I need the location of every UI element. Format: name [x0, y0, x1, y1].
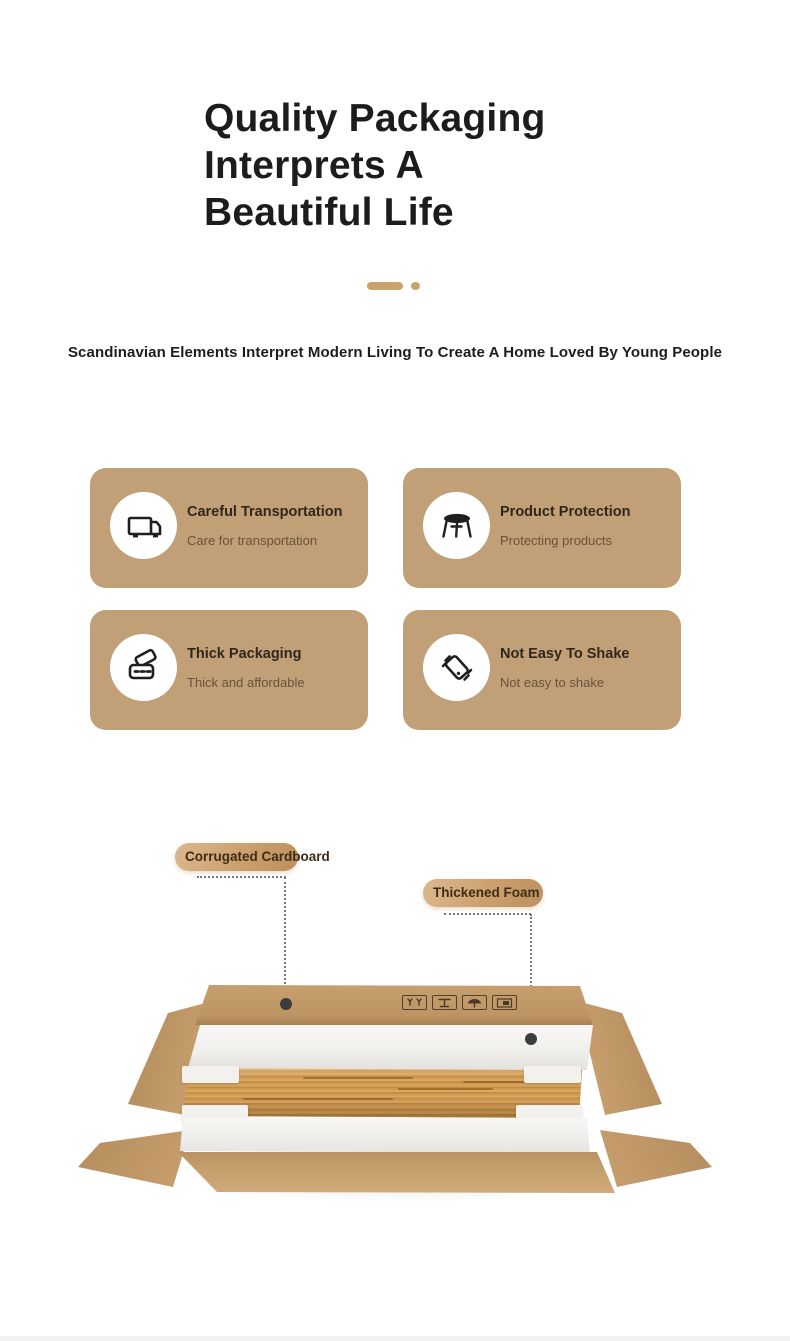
feature-title: Thick Packaging: [187, 646, 302, 662]
icon-circle: [110, 492, 177, 559]
next-section-edge: [0, 1336, 790, 1341]
fragile-icon: [402, 995, 427, 1010]
feature-subtitle: Not easy to shake: [500, 675, 605, 690]
feature-card-careful-transportation: [90, 468, 368, 588]
layered-packaging-icon: [124, 648, 164, 688]
feature-title: Not Easy To Shake: [500, 646, 630, 662]
corner-protector: [524, 1066, 581, 1083]
corner-protector: [182, 1066, 239, 1083]
callout-corrugated-cardboard: Corrugated Cardboard: [175, 843, 298, 871]
icon-circle: [110, 634, 177, 701]
feature-card-not-easy-to-shake: [403, 610, 681, 730]
page-title: [204, 95, 546, 236]
round-table-icon: [437, 506, 477, 546]
foam-top-slab: [188, 1025, 593, 1070]
connector-line: [197, 876, 286, 878]
packaging-box-illustration: [75, 978, 715, 1223]
feature-card-thick-packaging: [90, 610, 368, 730]
accent-divider-dot: [411, 282, 420, 290]
feature-title: Careful Transportation: [187, 504, 343, 520]
callout-thickened-foam: Thickened Foam: [423, 879, 543, 907]
plank-seam: [243, 1098, 393, 1100]
title-line-2: Interprets A: [204, 144, 424, 187]
shake-icon: [437, 648, 477, 688]
feature-card-product-protection: [403, 468, 681, 588]
keep-dry-icon: [462, 995, 487, 1010]
connector-endpoint-dot: [525, 1033, 537, 1045]
connector-endpoint-dot: [280, 998, 292, 1010]
box-flap-back: [195, 985, 593, 1025]
foam-front-slab: [180, 1117, 590, 1153]
shipping-marks-row: [402, 995, 517, 1010]
handle-with-care-icon: [492, 995, 517, 1010]
feature-subtitle: Thick and affordable: [187, 675, 305, 690]
section-subtitle: Scandinavian Elements Interpret Modern Living To Create A Home Loved By Young People: [67, 344, 723, 361]
truck-icon: [124, 506, 164, 546]
box-flap-front: [178, 1152, 618, 1194]
feature-card-grid: [90, 468, 681, 730]
glass-up-icon: [432, 995, 457, 1010]
accent-divider-bar: [367, 282, 403, 290]
plank-seam: [303, 1077, 413, 1079]
plank-seam: [398, 1088, 493, 1090]
icon-circle: [423, 492, 490, 559]
title-line-1: Quality Packaging: [204, 97, 546, 140]
feature-subtitle: Protecting products: [500, 533, 613, 548]
feature-title: Product Protection: [500, 504, 631, 520]
title-line-3: Beautiful Life: [204, 191, 454, 234]
icon-circle: [423, 634, 490, 701]
connector-line: [444, 913, 531, 915]
feature-subtitle: Care for transportation: [187, 533, 318, 548]
